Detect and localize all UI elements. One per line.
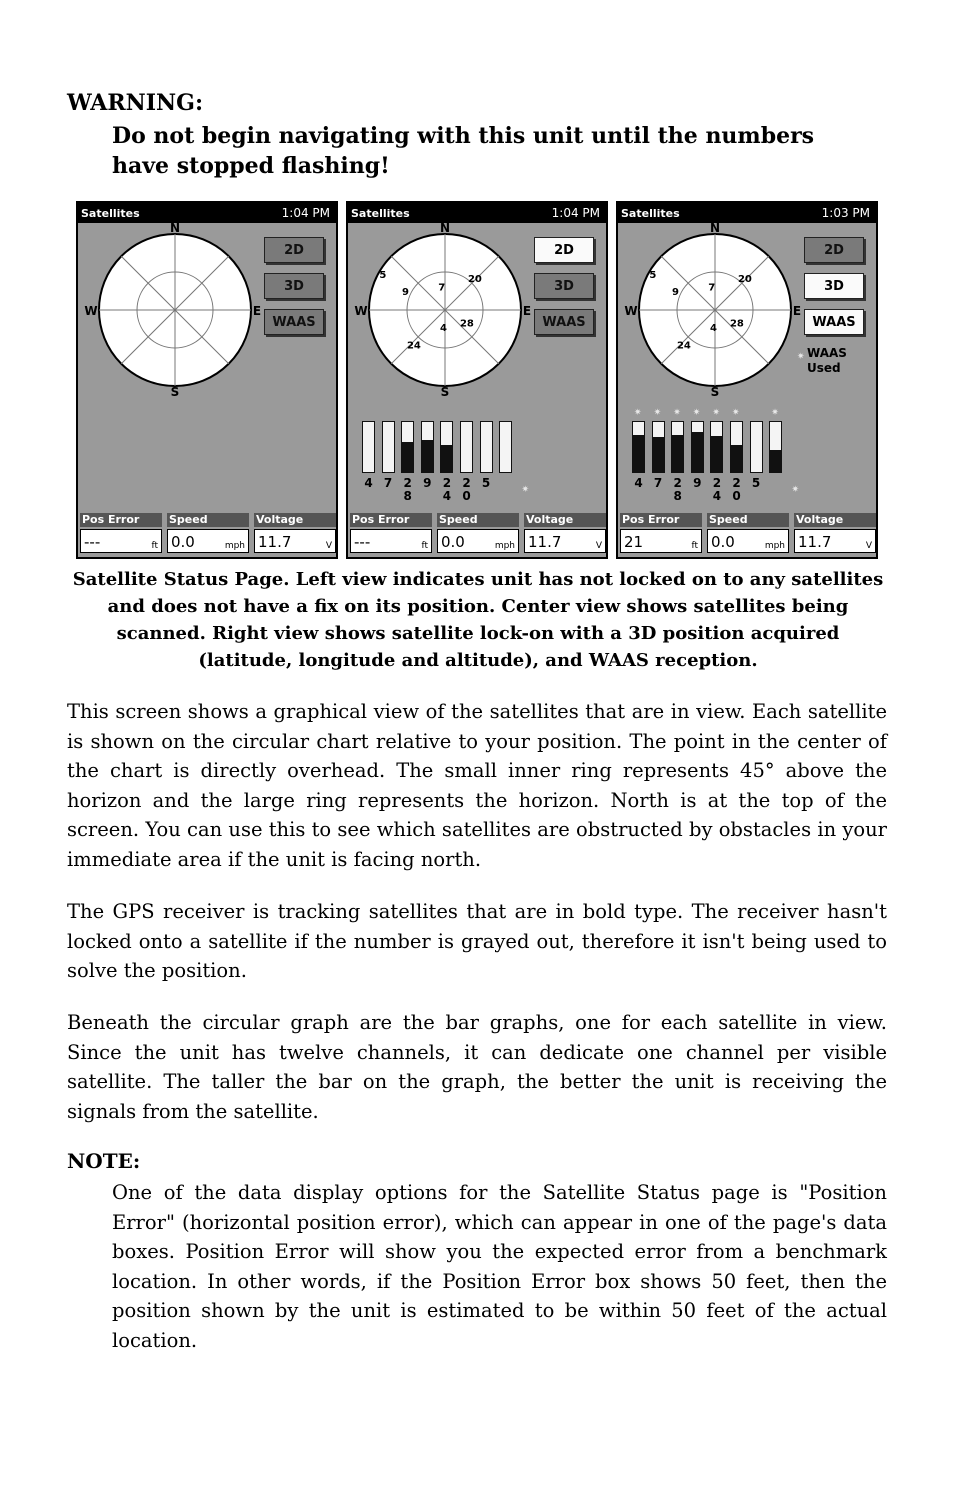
data-box-value-area <box>794 529 876 553</box>
signal-bar <box>710 408 723 473</box>
data-box-label: Voltage <box>524 513 606 527</box>
data-box-unit: mph <box>224 541 245 551</box>
data-box-value-area <box>350 529 432 553</box>
satellite-marker: 28 <box>729 318 744 330</box>
title-bar <box>348 203 606 223</box>
signal-level-fill <box>672 435 683 473</box>
satellite-marker: 4 <box>440 322 447 334</box>
satellite-marker: 9 <box>672 286 679 298</box>
data-box-label: Pos Error <box>620 513 702 527</box>
waas-star-icon: ✷ <box>797 352 805 362</box>
south-label: S <box>170 385 180 399</box>
data-box-value: 11.7 <box>528 533 562 551</box>
data-box-value-area <box>707 529 789 553</box>
west-label: W <box>624 304 638 318</box>
data-box[interactable] <box>522 509 608 559</box>
data-box-label: Speed <box>167 513 249 527</box>
satellite-marker: 24 <box>676 340 691 352</box>
satellite-number: 20 <box>732 476 741 503</box>
signal-bar <box>480 421 493 473</box>
satellite-marker: 7 <box>708 282 716 294</box>
waas-used-indicator <box>797 346 857 376</box>
satellite-number: 4 <box>634 476 643 490</box>
satellite-screen <box>76 201 338 559</box>
signal-level-fill <box>692 432 703 472</box>
warning-body: Do not begin navigating with this unit until the numbers have stopped flashing! <box>112 123 815 179</box>
signal-bar <box>769 408 782 473</box>
signal-level-fill <box>653 437 664 472</box>
waas-star-icon: ✷ <box>732 408 740 418</box>
signal-level-fill <box>711 436 722 472</box>
paragraph-2: The GPS receiver is tracking satellites that are in bold type. The receiver hasn't locked onto a satellite if the number is grayed out, therefore it isn't being used to solve the position. <box>67 900 887 982</box>
east-label: E <box>522 304 532 318</box>
satellite-marker: 20 <box>467 273 482 285</box>
waas-used-label: WAAS Used <box>807 346 847 375</box>
screen-title: Satellites <box>351 207 410 220</box>
data-box-value: 0.0 <box>441 533 465 551</box>
north-label: N <box>169 223 181 235</box>
waas-button[interactable]: WAAS <box>804 309 864 335</box>
signal-level-fill <box>402 442 413 472</box>
signal-bar <box>460 421 473 473</box>
status-star-icon: ✷ <box>521 485 530 495</box>
2d-button[interactable]: 2D <box>534 237 594 263</box>
satellite-number: 28 <box>403 476 412 503</box>
2d-button[interactable]: 2D <box>264 237 324 263</box>
south-label: S <box>440 385 450 399</box>
satellite-number: 5 <box>751 476 761 490</box>
title-bar <box>618 203 876 223</box>
sky-plot <box>78 223 263 408</box>
figure-caption: Satellite Status Page. Left view indicates unit has not locked on to any satellites and does not have a fix on its position. Center view shows satellites being scanned. Right view shows satellite lock-on with a 3D position acquired (latitude, longitude and altitude), and WAAS reception. <box>72 569 884 671</box>
sky-plot <box>618 223 803 408</box>
waas-star-icon: ✷ <box>634 408 642 418</box>
waas-star-icon: ✷ <box>673 408 681 418</box>
data-box-label: Voltage <box>794 513 876 527</box>
note-heading: NOTE: <box>67 1149 141 1173</box>
satellite-screen <box>346 201 608 559</box>
paragraph-3: Beneath the circular graph are the bar graphs, one for each satellite in view. Since the unit has twelve channels, it can dedicate one channel per visible satellite. The taller the bar on the graph, the better the unit is receiving the signals from the satellite. <box>67 1011 887 1123</box>
data-fields <box>78 509 336 559</box>
sky-plot <box>348 223 533 408</box>
satellite-number: 7 <box>653 476 663 490</box>
signal-level-fill <box>731 445 742 473</box>
satellite-number: 5 <box>481 476 491 490</box>
signal-bar <box>632 408 645 473</box>
satellite-screen <box>616 201 878 559</box>
data-box-label: Speed <box>707 513 789 527</box>
data-box[interactable] <box>252 509 338 559</box>
data-box-unit: ft <box>691 541 698 551</box>
waas-button[interactable]: WAAS <box>534 309 594 335</box>
data-box-label: Voltage <box>254 513 336 527</box>
paragraph-1: This screen shows a graphical view of the satellites that are in view. Each satellite is shown on the circular chart relative to your position. The point in the center of the chart is directly overhead. The small inner ring represents 45° above the horizon and the large ring represents the horizon. North is at the top of the screen. You can use this to see which satellites are obstructed by obstacles in your immediate area if the unit is facing north. <box>67 700 887 871</box>
status-star-icon: ✷ <box>791 485 800 495</box>
data-box-value-area <box>80 529 162 553</box>
data-box-value: 11.7 <box>258 533 292 551</box>
satellite-number: 24 <box>442 476 452 503</box>
data-box-unit: V <box>325 541 332 551</box>
signal-bar <box>382 421 395 473</box>
note-body: One of the data display options for the Satellite Status page is "Position Error" (horizontal position error), which can appear in one of the page's data boxes. Position Error will show you the expected error from a benchmark location. In other words, if the Position Error box shows 50 feet, then the position shown by the unit is estimated to be within 50 feet of the actual location. <box>112 1181 887 1352</box>
data-box-value: --- <box>354 533 371 551</box>
signal-bar <box>750 421 763 473</box>
satellite-number: 4 <box>364 476 373 490</box>
data-box-unit: ft <box>421 541 428 551</box>
west-label: W <box>354 304 368 318</box>
east-label: E <box>792 304 802 318</box>
3d-button[interactable]: 3D <box>534 273 594 299</box>
satellite-screens <box>76 201 878 559</box>
title-bar <box>78 203 336 223</box>
satellite-number: 24 <box>712 476 722 503</box>
data-box-value: 11.7 <box>798 533 832 551</box>
signal-level-fill <box>633 435 644 473</box>
data-box-unit: mph <box>764 541 785 551</box>
waas-star-icon: ✷ <box>653 408 662 418</box>
satellite-marker: 9 <box>402 286 409 298</box>
south-label: S <box>710 385 720 399</box>
signal-bar <box>730 408 743 473</box>
clock-time: 1:03 PM <box>821 206 870 220</box>
data-fields <box>348 509 606 559</box>
3d-button[interactable]: 3D <box>804 273 864 299</box>
signal-bar <box>362 421 375 473</box>
3d-button[interactable]: 3D <box>264 273 324 299</box>
data-box-value: 0.0 <box>171 533 195 551</box>
data-box[interactable] <box>435 509 521 559</box>
data-box-unit: V <box>595 541 602 551</box>
2d-button[interactable]: 2D <box>804 237 864 263</box>
waas-star-icon: ✷ <box>771 408 779 418</box>
data-box[interactable] <box>348 509 434 559</box>
west-label: W <box>84 304 98 318</box>
signal-bar <box>421 421 434 473</box>
satellite-marker: 20 <box>737 273 752 285</box>
data-box-label: Pos Error <box>350 513 432 527</box>
data-box[interactable] <box>618 509 704 559</box>
signal-level-fill <box>441 445 452 473</box>
satellite-marker: 4 <box>710 322 717 334</box>
data-box[interactable] <box>78 509 164 559</box>
waas-star-icon: ✷ <box>712 408 720 418</box>
data-box-value-area <box>620 529 702 553</box>
data-box-value: 0.0 <box>711 533 735 551</box>
signal-bar <box>691 408 704 473</box>
signal-bar <box>401 421 414 473</box>
satellite-marker: 24 <box>406 340 421 352</box>
signal-bar <box>671 408 684 473</box>
satellite-marker: 5 <box>379 270 387 282</box>
clock-time: 1:04 PM <box>281 206 330 220</box>
data-fields <box>618 509 876 559</box>
signal-bar <box>499 421 512 473</box>
satellite-marker: 28 <box>459 318 474 330</box>
satellite-number: 28 <box>673 476 682 503</box>
north-label: N <box>439 223 451 235</box>
satellite-number: 9 <box>693 476 702 490</box>
clock-time: 1:04 PM <box>551 206 600 220</box>
east-label: E <box>252 304 262 318</box>
data-box-unit: ft <box>151 541 158 551</box>
satellite-number: 9 <box>423 476 432 490</box>
signal-level-fill <box>422 440 433 473</box>
data-box-value-area <box>167 529 249 553</box>
screen-title: Satellites <box>81 207 140 220</box>
data-box-label: Speed <box>437 513 519 527</box>
data-box-value: 21 <box>624 533 644 551</box>
screen-title: Satellites <box>621 207 680 220</box>
signal-bar <box>440 421 453 473</box>
north-label: N <box>709 223 721 235</box>
data-box-value-area <box>437 529 519 553</box>
data-box-unit: mph <box>494 541 515 551</box>
satellite-marker: 7 <box>438 282 446 294</box>
data-box-label: Pos Error <box>80 513 162 527</box>
data-box-value: --- <box>84 533 101 551</box>
data-box-value-area <box>254 529 336 553</box>
waas-button[interactable]: WAAS <box>264 309 324 335</box>
data-box[interactable] <box>792 509 878 559</box>
data-box[interactable] <box>705 509 791 559</box>
data-box-value-area <box>524 529 606 553</box>
signal-level-fill <box>770 450 781 473</box>
signal-bar <box>652 408 665 473</box>
satellite-marker: 5 <box>649 270 657 282</box>
waas-star-icon: ✷ <box>692 408 701 418</box>
satellite-number: 7 <box>383 476 393 490</box>
data-box[interactable] <box>165 509 251 559</box>
data-box-unit: V <box>865 541 872 551</box>
satellite-number: 20 <box>462 476 471 503</box>
warning-heading: WARNING: <box>67 90 204 116</box>
